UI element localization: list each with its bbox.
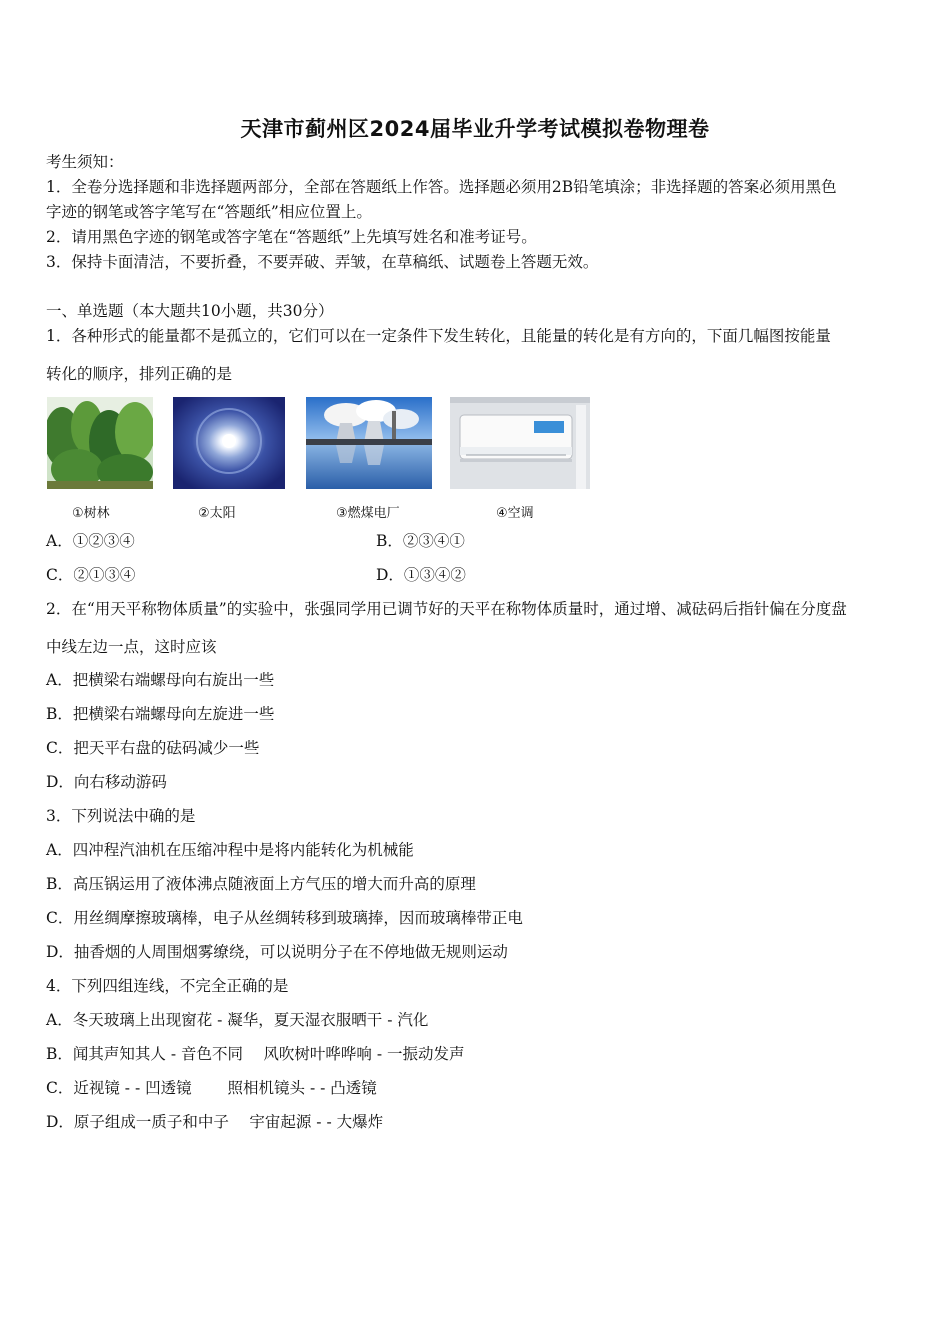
q3-stem: 3．下列说法中确的是: [46, 807, 196, 825]
q1-option-c: C．②①③④: [46, 566, 136, 584]
q2-option-a: A．把横梁右端螺母向右旋出一些: [46, 671, 275, 689]
q4-option-d: D．原子组成一质子和中子 宇宙起源 - - 大爆炸: [46, 1113, 384, 1131]
q2-option-d: D．向右移动游码: [46, 773, 167, 791]
q2-option-c: C．把天平右盘的砝码减少一些: [46, 739, 260, 757]
q1-option-a: A．①②③④: [46, 532, 135, 550]
q1-stem-cont: 转化的顺序，排列正确的是: [46, 365, 233, 383]
notice-heading: 考生须知：: [46, 153, 124, 171]
notice-item: 3．保持卡面清洁，不要折叠，不要弄破、弄皱，在草稿纸、试题卷上答题无效。: [46, 253, 599, 271]
q4-option-a: A．冬天玻璃上出现窗花 - 凝华，夏天湿衣服晒干 - 汽化: [46, 1011, 429, 1029]
image-caption: ①树林: [72, 506, 110, 521]
q3-option-d: D．抽香烟的人周围烟雾缭绕，可以说明分子在不停地做无规则运动: [46, 943, 508, 961]
q2-option-b: B．把横梁右端螺母向左旋进一些: [46, 705, 275, 723]
q2-stem-cont: 中线左边一点，这时应该: [46, 638, 217, 656]
q3-option-c: C．用丝绸摩擦玻璃棒，电子从丝绸转移到玻璃捧，因而玻璃棒带正电: [46, 909, 523, 927]
sun-image: [173, 397, 285, 489]
q4-option-c: C．近视镜 - - 凹透镜 照相机镜头 - - 凸透镜: [46, 1079, 377, 1097]
image-caption: ④空调: [496, 506, 534, 521]
air-conditioner-image: [450, 397, 590, 489]
notice-item: 2．请用黑色字迹的钢笔或答字笔在“答题纸”上先填写姓名和准考证号。: [46, 228, 537, 246]
q1-option-d: D．①③④②: [376, 566, 466, 584]
power-plant-image: [306, 397, 432, 489]
q4-stem: 4．下列四组连线，不完全正确的是: [46, 977, 289, 995]
q2-stem: 2．在“用天平称物体质量”的实验中，张强同学用已调节好的天平在称物体质量时，通过增、减砝码后指针偏在分度盘: [46, 600, 847, 618]
notice-item: 字迹的钢笔或答字笔写在“答题纸”相应位置上。: [46, 203, 372, 221]
image-caption: ③燃煤电厂: [336, 506, 400, 521]
section-heading: 一、单选题（本大题共10小题，共30分）: [46, 302, 334, 320]
image-caption: ②太阳: [198, 506, 236, 521]
q1-option-b: B．②③④①: [376, 532, 465, 550]
page-title: 天津市蓟州区2024届毕业升学考试模拟卷物理卷: [240, 117, 710, 141]
q4-option-b: B．闻其声知其人 - 音色不同 风吹树叶哗哗响 - 一振动发声: [46, 1045, 465, 1063]
forest-image: [47, 397, 153, 489]
notice-item: 1．全卷分选择题和非选择题两部分，全部在答题纸上作答。选择题必须用2B铅笔填涂；非选择题的答案必须用黑色: [46, 178, 837, 196]
q3-option-b: B．高压锅运用了液体沸点随液面上方气压的增大而升高的原理: [46, 875, 476, 893]
q3-option-a: A．四冲程汽油机在压缩冲程中是将内能转化为机械能: [46, 841, 414, 859]
q1-stem: 1．各种形式的能量都不是孤立的，它们可以在一定条件下发生转化，且能量的转化是有方向的，下面几幅图按能量: [46, 327, 831, 345]
